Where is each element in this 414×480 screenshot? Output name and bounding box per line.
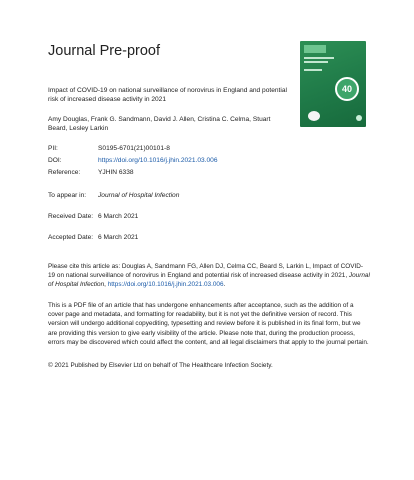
cover-anniversary-badge: 40 [335, 77, 359, 101]
meta-appear-in: To appear in: Journal of Hospital Infection [48, 192, 180, 199]
cover-virus-icon [308, 111, 320, 121]
disclaimer-paragraph: This is a PDF file of an article that has undergone enhancements after acceptance, such as the addition of a cover page and metadata, and formatting for readability, but it is not yet the definitive version of record. This version will undergo additional copyediting, typesetting and review before it is published in its final form, but we are providing this version to give early visibility of the article. Please note that, during the production process, errors may be discovered which could affect the content, and all legal disclaimers that apply to the journal pertain. [48, 302, 369, 346]
copyright-notice: © 2021 Published by Elsevier Ltd on behalf of The Healthcare Infection Society. [48, 362, 273, 369]
citation-paragraph: Please cite this article as: Douglas A, Sandmann FG, Allen DJ, Celma CC, Beard S, Larkin L, Impact of COVID-19 on national surveillance of norovirus in England and potential risk of increased disease activity in 2021, Journal of Hospital Infection, https://doi.org/10.1016/j.jhin.2021.03.006. [48, 263, 370, 289]
meta-received-date: Received Date: 6 March 2021 [48, 213, 139, 220]
citation-doi-link[interactable]: https://doi.org/10.1016/j.jhin.2021.03.006 [107, 281, 224, 289]
doi-link[interactable]: https://doi.org/10.1016/j.jhin.2021.03.006 [98, 157, 218, 164]
journal-cover-image [300, 41, 366, 127]
cover-dot [356, 115, 362, 121]
cover-text-line [304, 57, 334, 59]
meta-doi: DOI: https://doi.org/10.1016/j.jhin.2021.03.006 [48, 157, 218, 164]
cover-text-line [304, 69, 322, 71]
cover-logo-band [304, 45, 326, 53]
article-authors: Amy Douglas, Frank G. Sandmann, David J. Allen, Cristina C. Celma, Stuart Beard, Lesley Larkin [48, 116, 271, 133]
cover-text-line [304, 61, 328, 63]
meta-reference: Reference: YJHIN 6338 [48, 169, 134, 176]
article-title: Impact of COVID-19 on national surveillance of norovirus in England and potential risk of increased disease activity in 2021 [48, 87, 287, 104]
meta-pii: PII: S0195-6701(21)00101-8 [48, 145, 170, 152]
meta-accepted-date: Accepted Date: 6 March 2021 [48, 234, 139, 241]
page-title: Journal Pre-proof [48, 43, 161, 59]
